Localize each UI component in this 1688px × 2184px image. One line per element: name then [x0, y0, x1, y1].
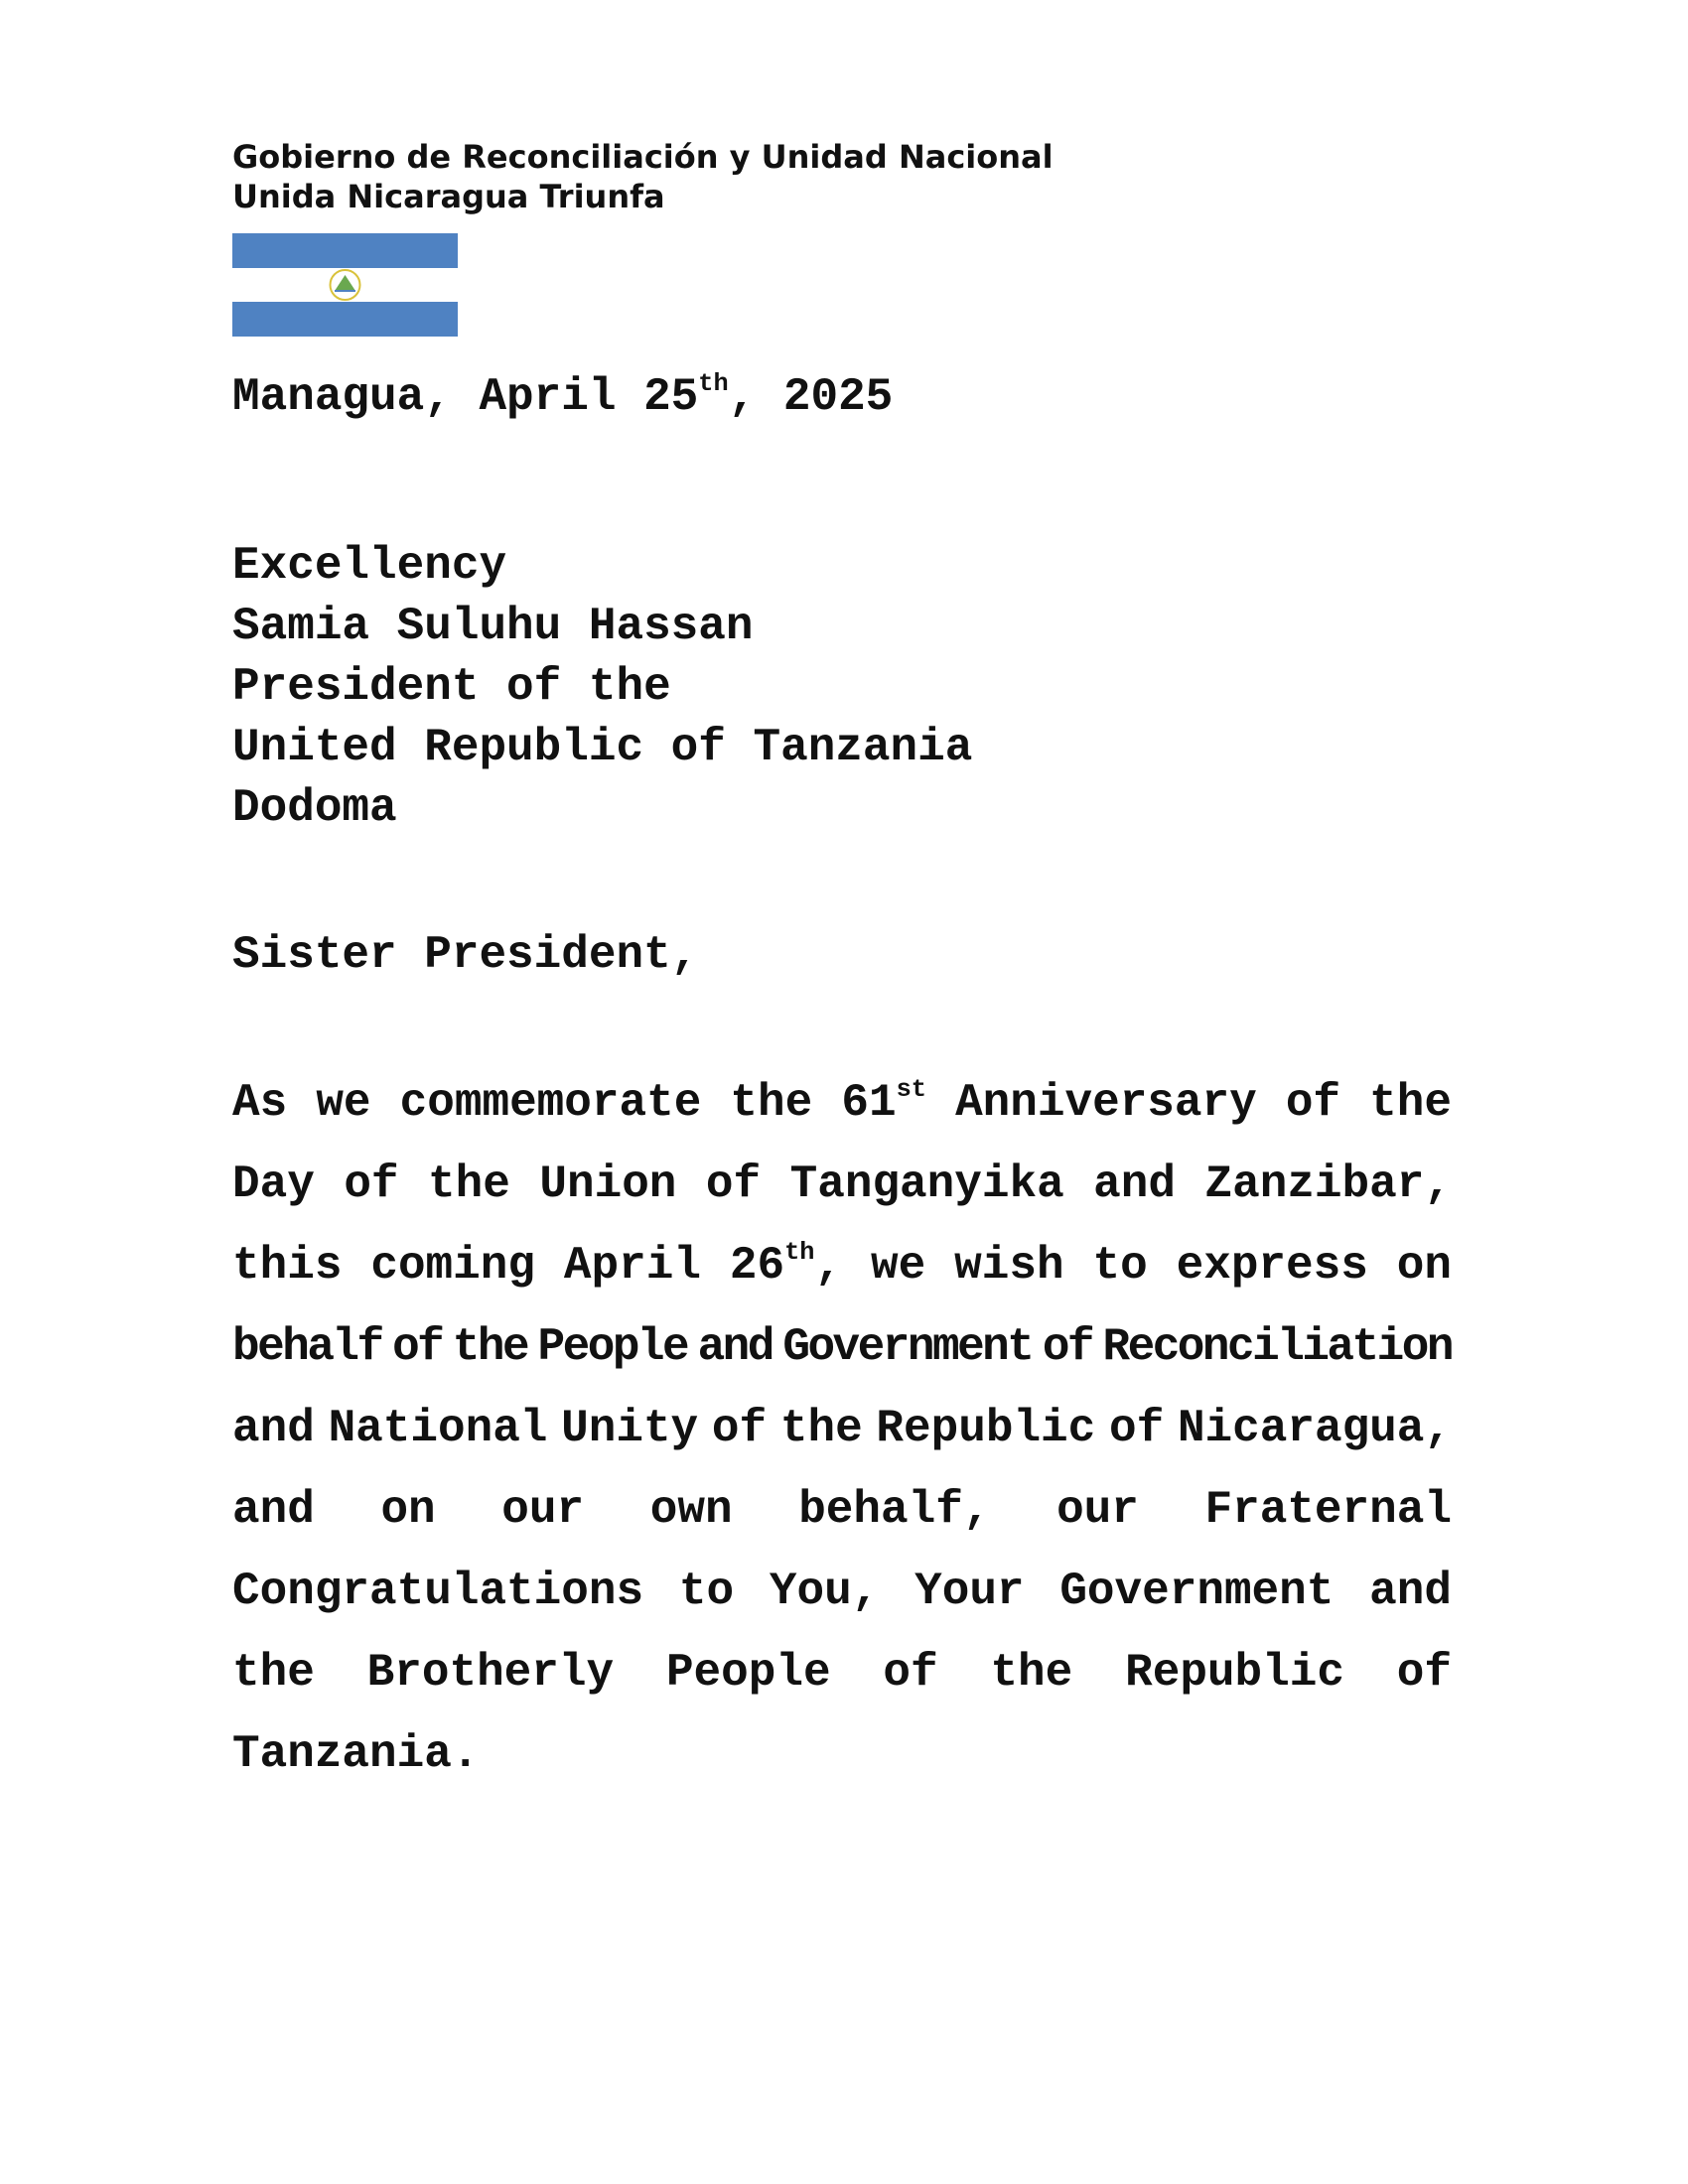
- body-word: Tanzania.: [232, 1728, 480, 1780]
- body-word: wish: [954, 1240, 1064, 1292]
- body-word: of: [1042, 1321, 1093, 1373]
- body-word: National: [328, 1403, 548, 1454]
- addressee-country: United Republic of Tanzania: [232, 722, 973, 773]
- body-word: of: [344, 1159, 399, 1210]
- letter-body: [232, 1062, 1452, 1795]
- addressee-city: Dodoma: [232, 782, 397, 834]
- date-year: , 2025: [728, 371, 894, 423]
- body-word: People: [537, 1321, 688, 1373]
- body-word: 26th,: [729, 1238, 843, 1292]
- body-word: April: [563, 1240, 701, 1292]
- body-word: Nicaragua,: [1177, 1403, 1452, 1454]
- body-word: the: [428, 1159, 510, 1210]
- ordinal-suffix: th: [784, 1238, 815, 1268]
- body-word: of: [1396, 1647, 1452, 1699]
- body-word: and: [232, 1484, 315, 1536]
- body-word: Reconciliation: [1102, 1321, 1452, 1373]
- body-word: we: [870, 1240, 926, 1292]
- body-word: You,: [769, 1566, 880, 1617]
- body-word: own: [649, 1484, 733, 1536]
- body-word: to: [1092, 1240, 1148, 1292]
- body-line: [232, 1632, 1452, 1713]
- body-word: the: [730, 1077, 813, 1129]
- body-word: to: [678, 1566, 735, 1617]
- body-word: Republic: [876, 1403, 1096, 1454]
- body-word: and: [1093, 1159, 1176, 1210]
- addressee-block: [232, 536, 972, 839]
- addressee-title: Excellency: [232, 540, 507, 592]
- letter-date: [232, 367, 893, 433]
- letterhead-government: Gobierno de Reconciliación y Unidad Nacional: [232, 138, 1054, 176]
- body-word: Congratulations: [232, 1566, 644, 1617]
- body-line: [232, 1306, 1452, 1388]
- body-word: Unity: [561, 1403, 699, 1454]
- body-word: and: [232, 1403, 315, 1454]
- body-line: [232, 1062, 1452, 1144]
- body-word: of: [1109, 1403, 1165, 1454]
- date-text: Managua, April 25: [232, 371, 699, 423]
- body-word: the: [1369, 1077, 1452, 1129]
- body-word: our: [501, 1484, 585, 1536]
- body-word: Your: [914, 1566, 1025, 1617]
- nicaragua-flag-icon: [232, 233, 458, 337]
- body-word: of: [711, 1403, 768, 1454]
- body-word: behalf,: [798, 1484, 991, 1536]
- body-word: Republic: [1125, 1647, 1344, 1699]
- body-word: express: [1176, 1240, 1368, 1292]
- body-word: of: [1285, 1077, 1341, 1129]
- addressee-name: Samia Suluhu Hassan: [232, 601, 754, 652]
- body-word: on: [380, 1484, 436, 1536]
- salutation: Sister President,: [232, 929, 699, 981]
- body-word: this: [232, 1240, 343, 1292]
- body-word: of: [883, 1647, 938, 1699]
- body-line: [232, 1551, 1452, 1632]
- body-word: 61st: [841, 1075, 926, 1129]
- body-word: People: [665, 1647, 831, 1699]
- body-word: on: [1396, 1240, 1452, 1292]
- body-word: Tanganyika: [789, 1159, 1064, 1210]
- letterhead-slogan: Unida Nicaragua Triunfa: [232, 178, 665, 215]
- body-word: Day: [232, 1159, 315, 1210]
- body-word: coming: [370, 1240, 535, 1292]
- body-word: of: [392, 1321, 443, 1373]
- body-word: the: [990, 1647, 1073, 1699]
- body-word: the: [452, 1321, 528, 1373]
- addressee-position: President of the: [232, 661, 671, 713]
- body-word: the: [779, 1403, 863, 1454]
- body-word: Government: [1059, 1566, 1335, 1617]
- body-word: we: [316, 1077, 371, 1129]
- body-word: Fraternal: [1204, 1484, 1452, 1536]
- body-word: As: [232, 1077, 288, 1129]
- body-word: and: [697, 1321, 773, 1373]
- body-line: [232, 1225, 1452, 1306]
- body-line: [232, 1713, 1452, 1795]
- body-word: and: [1369, 1566, 1452, 1617]
- date-ordinal-suffix: th: [698, 369, 729, 399]
- body-word: our: [1056, 1484, 1139, 1536]
- body-line: [232, 1144, 1452, 1225]
- letterhead: [232, 137, 1054, 216]
- body-word: Union: [539, 1159, 677, 1210]
- body-word: commemorate: [399, 1077, 702, 1129]
- body-word: Brotherly: [366, 1647, 615, 1699]
- body-word: Zanzibar,: [1204, 1159, 1452, 1210]
- body-word: the: [232, 1647, 315, 1699]
- ordinal-suffix: st: [896, 1075, 926, 1105]
- body-word: behalf: [232, 1321, 382, 1373]
- body-word: of: [705, 1159, 762, 1210]
- body-line: [232, 1388, 1452, 1469]
- body-word: Anniversary: [955, 1077, 1257, 1129]
- body-word: Government: [782, 1321, 1033, 1373]
- flag-graphic: [232, 233, 458, 337]
- body-line: [232, 1469, 1452, 1551]
